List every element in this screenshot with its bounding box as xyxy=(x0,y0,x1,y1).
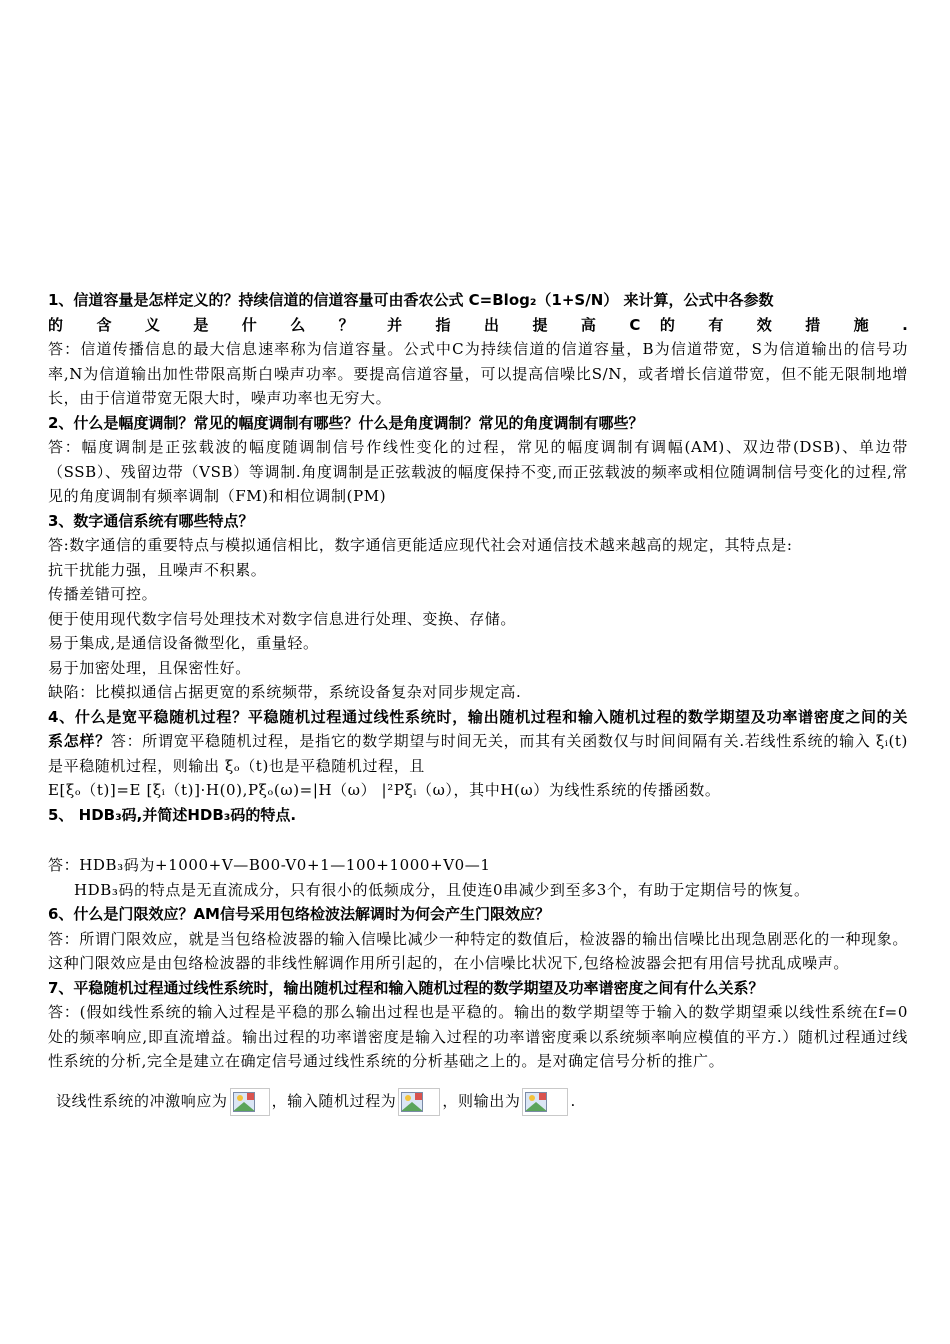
question-4-title: 4、什么是宽平稳随机过程？平稳随机过程通过线性系统时，输出随机过程和输入随机过程的数学期望及功率谱密度之间的关系怎样？ xyxy=(48,707,908,750)
answer-3-point: 抗干扰能力强，且噪声不积累。 xyxy=(48,560,267,579)
answer-4-formula: E[ξₒ（t)]=E [ξᵢ（t)]·H(0),Pξₒ(ω)=|H（ω） |²Pξᵢ（ω），其中H(ω）为线性系统的传播函数。 xyxy=(48,781,721,799)
answer-3-point: 易于加密处理，且保密性好。 xyxy=(48,658,251,677)
system-text: 设线性系统的冲激响应为 xyxy=(56,1091,228,1110)
spacer xyxy=(48,827,908,853)
question-3-title: 3、数字通信系统有哪些特点？ xyxy=(48,511,254,530)
answer-3-point: 便于使用现代数字信号处理技术对数字信息进行处理、变换、存储。 xyxy=(48,609,517,628)
answer-4: 答：所谓宽平稳随机过程，是指它的数学期望与时间无关，而其有关函数仅与时间间隔有关.若线性系统的输入 ξᵢ(t)是平稳随机过程，则输出 ξₒ（t)也是平稳随机过程，且 xyxy=(48,732,908,775)
broken-image-icon xyxy=(522,1088,568,1116)
system-text: ，输入随机过程为 xyxy=(271,1091,397,1110)
system-text: . xyxy=(570,1091,576,1110)
answer-5-code: 答：HDB₃码为+1000+V—B00-V0+1—100+1000+V0—1 xyxy=(48,856,491,874)
answer-3: 答:数字通信的重要特点与模拟通信相比，数字通信更能适应现代社会对通信技术越来越高的规定，其特点是: xyxy=(48,536,793,554)
system-text: ，则输出为 xyxy=(442,1091,521,1110)
answer-2: 答：幅度调制是正弦载波的幅度随调制信号作线性变化的过程，常见的幅度调制有调幅(AM)、双边带(DSB)、单边带（SSB）、残留边带（VSB）等调制.角度调制是正弦载波的幅度保持不变,而正弦载波的频率或相位随调制信号变化的过程,常见的角度调制有频率调制（FM)和相位调制(PM) xyxy=(48,438,908,505)
answer-3-point: 传播差错可控。 xyxy=(48,585,158,603)
answer-6: 答：所谓门限效应，就是当包络检波器的输入信噪比减少一种特定的数值后，检波器的输出信噪比出现急剧恶化的一种现象。这种门限效应是由包络检波器的非线性解调作用所引起的，在小信噪比状况下,包络检波器会把有用信号扰乱成噪声。 xyxy=(48,929,908,972)
question-7-title: 7、平稳随机过程通过线性系统时，输出随机过程和输入随机过程的数学期望及功率谱密度之间有什么关系？ xyxy=(48,978,764,997)
system-description xyxy=(48,1086,908,1116)
question-5-title: 5、 HDB₃码,并简述HDB₃码的特点. xyxy=(48,805,297,824)
broken-image-icon xyxy=(398,1088,440,1116)
answer-3-point: 易于集成,是通信设备微型化，重量轻。 xyxy=(48,634,319,652)
question-4-block xyxy=(48,705,908,779)
document-page xyxy=(48,288,908,1116)
answer-1: 答：信道传播信息的最大信息速率称为信道容量。公式中C为持续信道的信道容量，B为信道带宽，S为信道输出的信号功率,N为信道输出加性带限高斯白噪声功率。要提高信道容量，可以提高信噪比S/N，或者增长信道带宽，但不能无限制地增长，由于信道带宽无限大时，噪声功率也无穷大。 xyxy=(48,340,908,407)
answer-7: 答：(假如线性系统的输入过程是平稳的那么输出过程也是平稳的。输出的数学期望等于输入的数学期望乘以线性系统在f=0处的频率响应,即直流增益。输出过程的功率谱密度是输入过程的功率谱密度乘以系统频率响应模值的平方.）随机过程通过线性系统的分析,完全是建立在确定信号通过线性系统的分析基础之上的。是对确定信号分析的推广。 xyxy=(48,1003,908,1070)
question-1-title-cont: 的 含 义 是 什 么 ？ 并 指 出 提 高 C 的 有 效 措 施 . xyxy=(48,315,908,334)
broken-image-icon xyxy=(230,1088,270,1116)
question-1-title: 1、信道容量是怎样定义的？持续信道的信道容量可由香农公式 C=Blog₂（1+S/N） 来计算，公式中各参数 xyxy=(48,291,774,309)
answer-3-point: 缺陷：比模拟通信占据更宽的系统频带，系统设备复杂对同步规定高. xyxy=(48,683,522,701)
question-6-title: 6、什么是门限效应？AM信号采用包络检波法解调时为何会产生门限效应？ xyxy=(48,905,550,923)
answer-5-desc: HDB₃码的特点是无直流成分，只有很小的低频成分，且使连0串减少到至多3个，有助于定期信号的恢复。 xyxy=(74,880,810,899)
question-2-title: 2、什么是幅度调制？常见的幅度调制有哪些？什么是角度调制？常见的角度调制有哪些？ xyxy=(48,413,644,432)
